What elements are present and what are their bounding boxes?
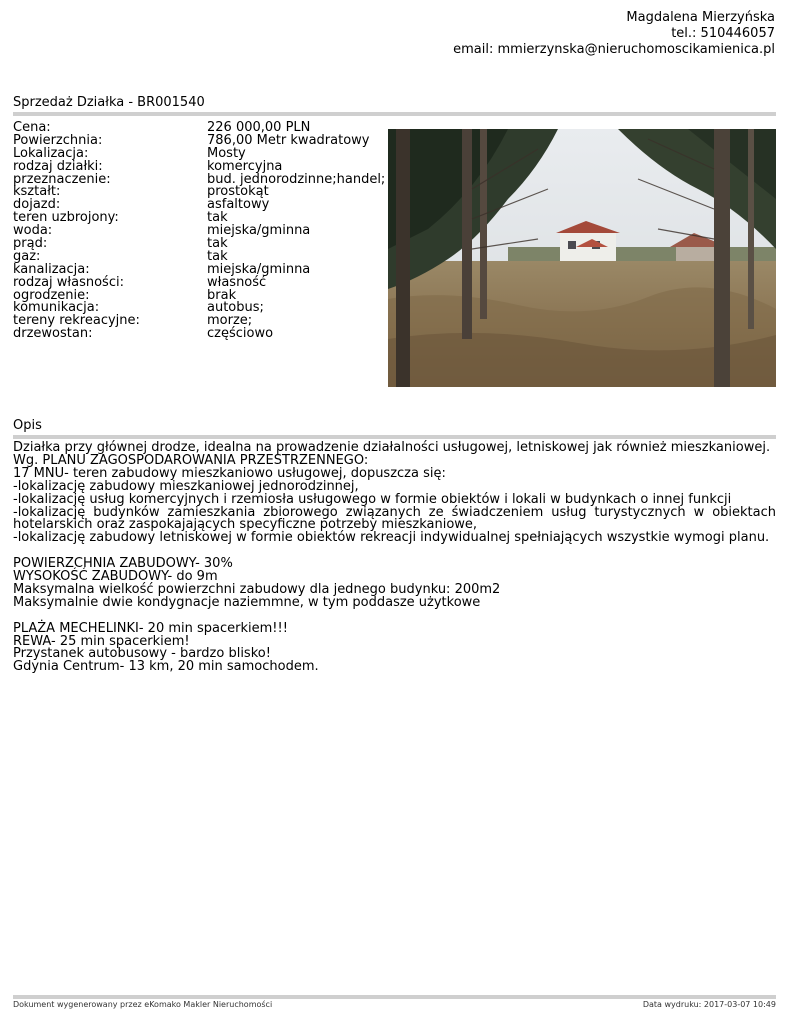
property-value: miejska/gminna <box>207 261 311 277</box>
property-label: przeznaczenie: <box>13 171 111 187</box>
description-line: Działka przy głównej drodze, idealna na prowadzenie działalności usługowej, letniskowej jak również mieszkaniowej. <box>13 440 771 455</box>
property-value: własność <box>207 274 267 290</box>
description-body <box>13 442 776 674</box>
property-value: prostokąt <box>207 184 269 200</box>
description-line: POWIERZCHNIA ZABUDOWY- 30% <box>13 556 233 572</box>
description-line: -lokalizację budynków zamieszkania zbiorowego związanych ze świadczeniem usług turystycznych w obiektach <box>13 504 776 520</box>
property-label: Powierzchnia: <box>13 132 103 148</box>
property-row <box>13 186 387 199</box>
description-divider <box>13 435 776 439</box>
property-label: komunikacja: <box>13 300 100 316</box>
footer-print-date: Data wydruku: 2017-03-07 10:49 <box>642 1000 776 1009</box>
property-row <box>13 171 387 187</box>
listing-title: Sprzedaż Działka - BR001540 <box>13 95 205 110</box>
description-title: Opis <box>13 418 42 433</box>
property-row <box>13 238 387 251</box>
property-value: komercyjna <box>207 158 283 174</box>
description-line: Gdynia Centrum- 13 km, 20 min samochodem. <box>13 659 319 675</box>
property-label: prąd: <box>13 236 48 252</box>
property-label: woda: <box>13 223 53 239</box>
description-line: -lokalizację zabudowy letniskowej w formie obiektów rekreacji indywidualnej spełniających wszystkie wymogi planu. <box>13 530 770 546</box>
description-line: Maksymalna wielkość powierzchni zabudowy dla jednego budynku: 200m2 <box>13 581 501 597</box>
property-value: asfaltowy <box>207 197 270 213</box>
description-line: WYSOKOŚĆ ZABUDOWY- do 9m <box>13 569 218 585</box>
agent-name: Magdalena Mierzyńska <box>626 10 775 25</box>
description-line: Maksymalnie dwie kondygnacje naziemmne, w tym poddasze użytkowe <box>13 594 481 610</box>
property-label: kanalizacja: <box>13 261 90 277</box>
property-value: tak <box>207 248 228 264</box>
description-line: PLAŻA MECHELINKI- 20 min spacerkiem!!! <box>13 620 288 636</box>
property-value: miejska/gminna <box>207 223 311 239</box>
property-value: częściowo <box>207 326 274 342</box>
property-value: brak <box>207 287 237 303</box>
property-value: tak <box>207 236 228 252</box>
property-label: drzewostan: <box>13 326 93 342</box>
title-divider <box>13 112 776 116</box>
property-label: tereny rekreacyjne: <box>13 313 140 329</box>
property-value: bud. jednorodzinne;handel; <box>207 171 386 187</box>
property-label: kształt: <box>13 184 61 200</box>
property-row <box>13 225 387 238</box>
property-label: dojazd: <box>13 197 61 213</box>
agent-email: email: mmierzynska@nieruchomoscikamienica.pl <box>453 42 775 57</box>
property-list <box>13 122 387 341</box>
property-value: autobus; <box>207 300 264 316</box>
property-value: 226 000,00 PLN <box>207 120 311 135</box>
property-label: Cena: <box>13 120 51 135</box>
property-label: rodzaj działki: <box>13 158 103 174</box>
description-line: Wg. PLANU ZAGOSPODAROWANIA PRZESTRZENNEGO: <box>13 452 369 468</box>
footer-generated-by: Dokument wygenerowany przez eKomako Makler Nieruchomości <box>13 1000 273 1009</box>
property-label: rodzaj własności: <box>13 274 124 290</box>
property-value: 786,00 Metr kwadratowy <box>207 132 370 148</box>
agent-phone: tel.: 510446057 <box>671 26 775 41</box>
property-label: Lokalizacja: <box>13 145 89 161</box>
property-label: teren uzbrojony: <box>13 210 119 226</box>
description-line: 17 MNU- teren zabudowy mieszkaniowo usługowej, dopuszcza się: <box>13 465 446 481</box>
property-row <box>13 328 387 341</box>
property-row <box>13 212 387 225</box>
property-value: morze; <box>207 313 253 329</box>
description-line: Przystanek autobusowy - bardzo blisko! <box>13 646 271 662</box>
description-line: hotelarskich oraz zaspokajających specyficzne potrzeby mieszkaniowe, <box>13 517 478 533</box>
property-value: tak <box>207 210 228 226</box>
description-line: -lokalizację zabudowy mieszkaniowej jednorodzinnej, <box>13 478 359 494</box>
description-line: -lokalizację usług komercyjnych i rzemiosła usługowego w formie obiektów i lokali w budynkach o innej funkcji <box>13 491 732 507</box>
listing-photo <box>388 129 776 387</box>
footer-divider <box>13 995 776 999</box>
property-label: gaz: <box>13 248 41 264</box>
property-value: Mosty <box>207 145 246 161</box>
property-label: ogrodzenie: <box>13 287 90 303</box>
agent-contact <box>453 10 775 58</box>
description-line: REWA- 25 min spacerkiem! <box>13 633 190 649</box>
